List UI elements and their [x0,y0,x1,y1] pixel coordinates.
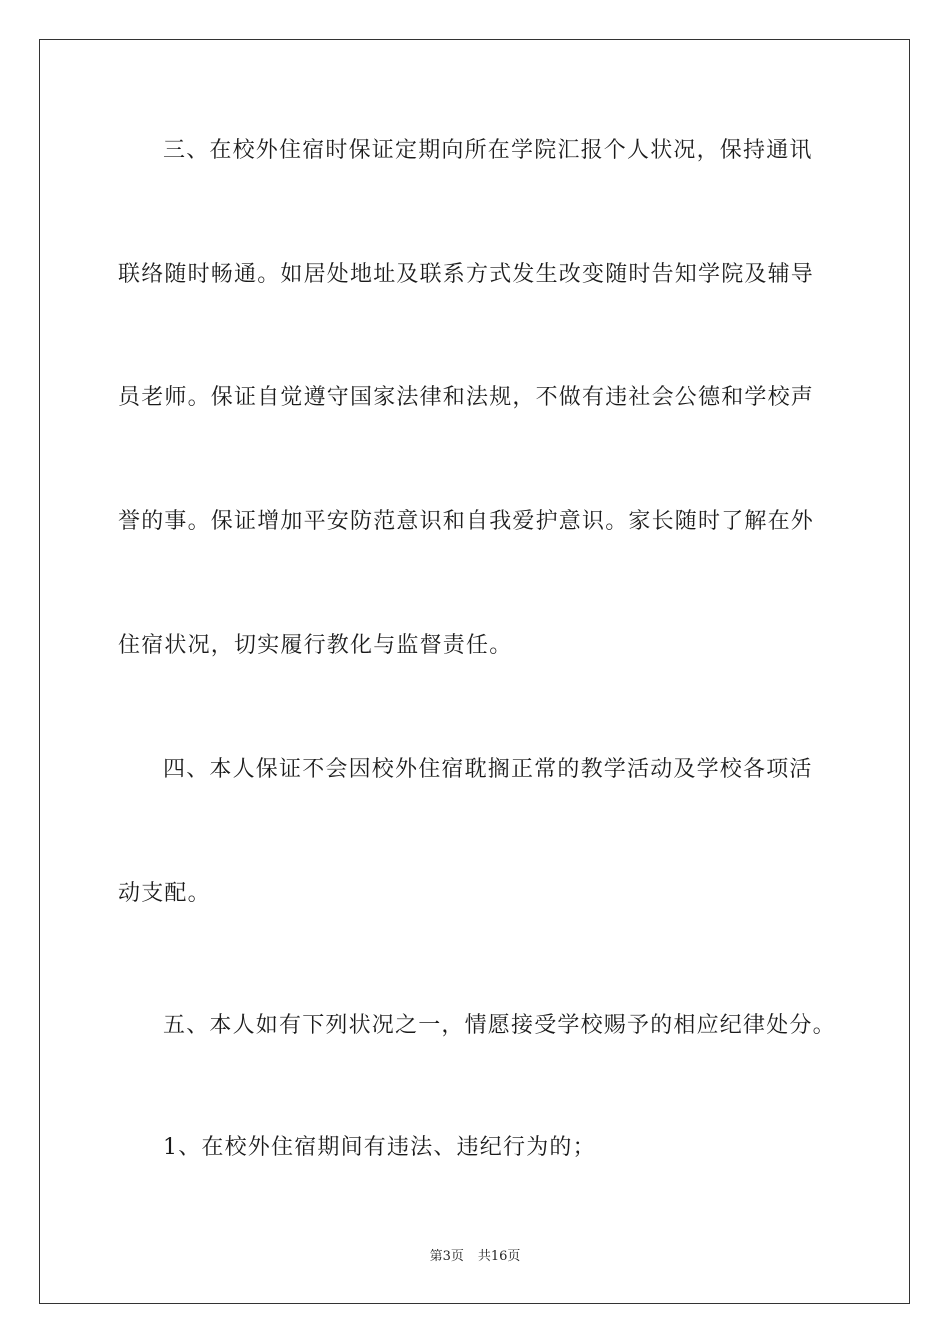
page-number: 第3页 [429,1249,464,1264]
page-footer [0,1248,950,1266]
paragraph-3-line-5: 住宿状况，切实履行教化与监督责任。 [118,633,513,658]
paragraph-3-line-2: 联络随时畅通。如居处地址及联系方式发生改变随时告知学院及辅导 [118,262,815,287]
page-border [39,39,910,1304]
page-total: 共16页 [477,1249,521,1264]
paragraph-3-line-4: 誉的事。保证增加平安防范意识和自我爱护意识。家长随时了解在外 [118,509,815,534]
list-item-1: 1、在校外住宿期间有违法、违纪行为的； [163,1135,596,1160]
paragraph-4-line-1: 四、本人保证不会因校外住宿耽搁正常的教学活动及学校各项活 [163,757,813,782]
paragraph-3-line-3: 员老师。保证自觉遵守国家法律和法规，不做有违社会公德和学校声 [118,385,815,410]
paragraph-4-line-2: 动支配。 [118,881,211,906]
paragraph-5-line-1: 五、本人如有下列状况之一，情愿接受学校赐予的相应纪律处分。 [163,1013,836,1038]
paragraph-3-line-1: 三、在校外住宿时保证定期向所在学院汇报个人状况，保持通讯 [163,138,813,163]
